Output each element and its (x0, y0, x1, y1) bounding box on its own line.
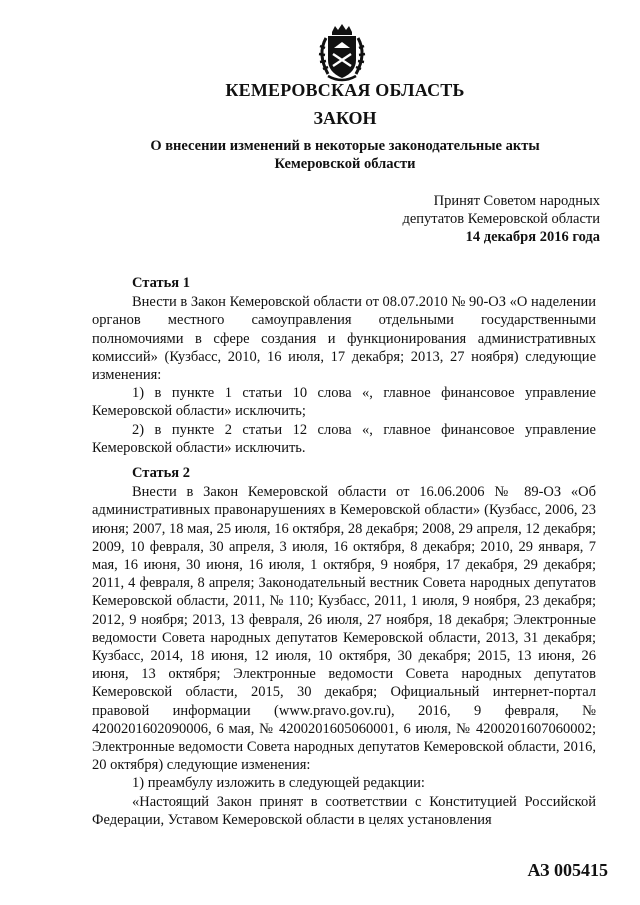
law-heading: ЗАКОН (313, 108, 377, 128)
article-2 (92, 464, 596, 829)
law-title (0, 137, 640, 173)
adoption-line-1: Принят Советом народных (433, 193, 600, 209)
law-title-line-2: Кемеровской области (274, 156, 416, 172)
adoption-line-2: депутатов Кемеровской области (402, 211, 600, 227)
article-2-paragraph: 1) преамбулу изложить в следующей редакции: (132, 775, 425, 792)
adoption-block (402, 192, 600, 246)
adoption-date: 14 декабря 2016 года (465, 229, 600, 245)
article-1-paragraph: 2) в пункте 2 статьи 12 слова «, главное финансовое управление Кемеровской области» исключить. (92, 421, 596, 456)
region-title: КЕМЕРОВСКАЯ ОБЛАСТЬ (225, 80, 465, 100)
article-1 (92, 274, 596, 457)
article-2-paragraph: «Настоящий Закон принят в соответствии с Конституцией Российской Федерации, Уставом Кемеровской области в целях установления (92, 793, 596, 828)
article-1-heading: Статья 1 (132, 275, 190, 291)
article-2-heading: Статья 2 (132, 465, 190, 481)
article-2-paragraph: Внести в Закон Кемеровской области от 16.06.2006 № 89-ОЗ «Об административных правонарушениях в Кемеровской области» (Кузбасс, 2006, 23 июня; 2007, 18 мая, 25 июля, 16 октября, 28 декабря; 2008, 29 апреля, 12 декабря; 2009, 10 февраля, 30 апреля, 3 июля, 16 октября, 8 декабря; 2010, 29 января, 7 мая, 16 июня, 30 июня, 16 июля, 1 октября, 9 ноября, 17 декабря, 29 декабря; 2011, 4 февраля, 8 апреля; Законодательный вестник Совета народных депутатов Кемеровской области, 2011, № 110; Кузбасс, 2011, 1 июля, 9 ноября, 23 декабря; 2012, 9 ноября; 2013, 13 февраля, 26 июля, 27 ноября, 18 декабря; Электронные ведомости Совета народных депутатов Кемеровской области, 2013, 31 декабря; Кузбасс, 2014, 18 июня, 12 июля, 10 октября, 30 декабря; 2015, 13 июня, 26 июня, 13 октября; Электронные ведомости Совета народных депутатов Кемеровской области, 2015, 30 декабря; Официальный интернет-портал правовой информации (www.pravo.gov.ru), 2016, 9 февраля, № 4200201602090006, 6 мая, № 4200201605060001, 6 июля, № 4200201607060002; Электронные ведомости Совета народных депутатов Кемеровской области, 2016, 20 октября) следующие изменения: (92, 484, 596, 774)
document-serial-number: АЗ 005415 (527, 860, 608, 880)
coat-of-arms-icon (314, 22, 370, 82)
article-1-paragraph: 1) в пункте 1 статьи 10 слова «, главное финансовое управление Кемеровской области» исключить; (92, 385, 596, 420)
article-1-paragraph: Внести в Закон Кемеровской области от 08.07.2010 № 90-ОЗ «О наделении органов местного самоуправления отдельными государственными полномочиями в сфере создания и функционирования административных комиссий» (Кузбасс, 2010, 16 июля, 17 декабря; 2013, 27 ноября) следующие изменения: (92, 294, 596, 384)
law-title-line-1: О внесении изменений в некоторые законодательные акты (150, 138, 540, 154)
